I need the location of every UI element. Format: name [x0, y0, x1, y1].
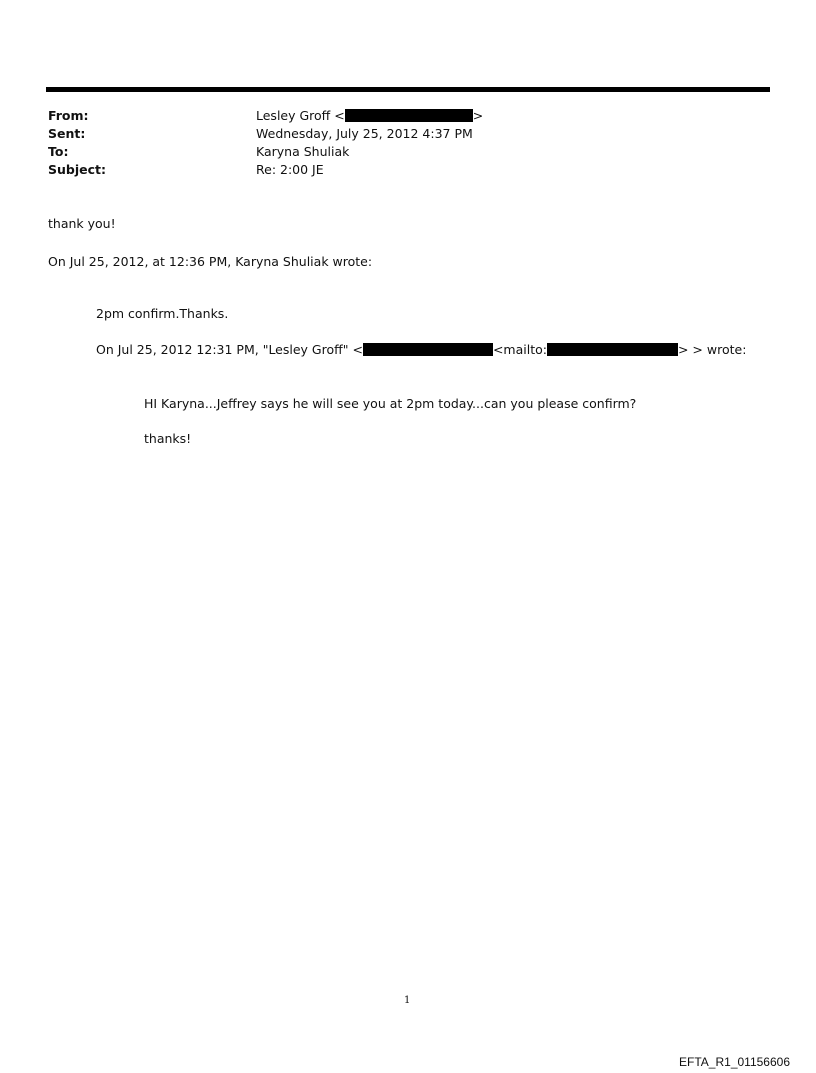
bates-number: EFTA_R1_01156606: [679, 1055, 790, 1069]
quote2-attribution: [96, 341, 746, 359]
from-close: >: [472, 108, 484, 123]
sent-value: Wednesday, July 25, 2012 4:37 PM: [256, 126, 473, 141]
quote2-text: HI Karyna...Jeffrey says he will see you at 2pm today...can you please confirm?: [144, 396, 637, 411]
quote2-attr-mailto: <mailto:: [492, 342, 547, 357]
subject-value: Re: 2:00 JE: [256, 162, 324, 177]
from-name: Lesley Groff <: [256, 108, 345, 123]
quote2-attr-suffix: > > wrote:: [677, 342, 747, 357]
redaction-box: [547, 343, 678, 356]
to-label: To:: [48, 144, 69, 159]
subject-label: Subject:: [48, 162, 106, 177]
to-value: Karyna Shuliak: [256, 144, 350, 159]
reply-text: thank you!: [48, 216, 116, 231]
header-divider: [46, 87, 770, 92]
page-number: 1: [404, 995, 411, 1006]
quote2-signoff: thanks!: [144, 431, 192, 446]
quote1-text: 2pm confirm.Thanks.: [96, 306, 229, 321]
quote2-attr-prefix: On Jul 25, 2012 12:31 PM, "Lesley Groff" <: [96, 342, 363, 357]
redaction-box: [345, 109, 473, 122]
quote1-attribution: On Jul 25, 2012, at 12:36 PM, Karyna Shuliak wrote:: [48, 254, 373, 269]
redaction-box: [363, 343, 493, 356]
from-label: From:: [48, 108, 89, 123]
sent-label: Sent:: [48, 126, 86, 141]
from-value: [256, 107, 483, 125]
